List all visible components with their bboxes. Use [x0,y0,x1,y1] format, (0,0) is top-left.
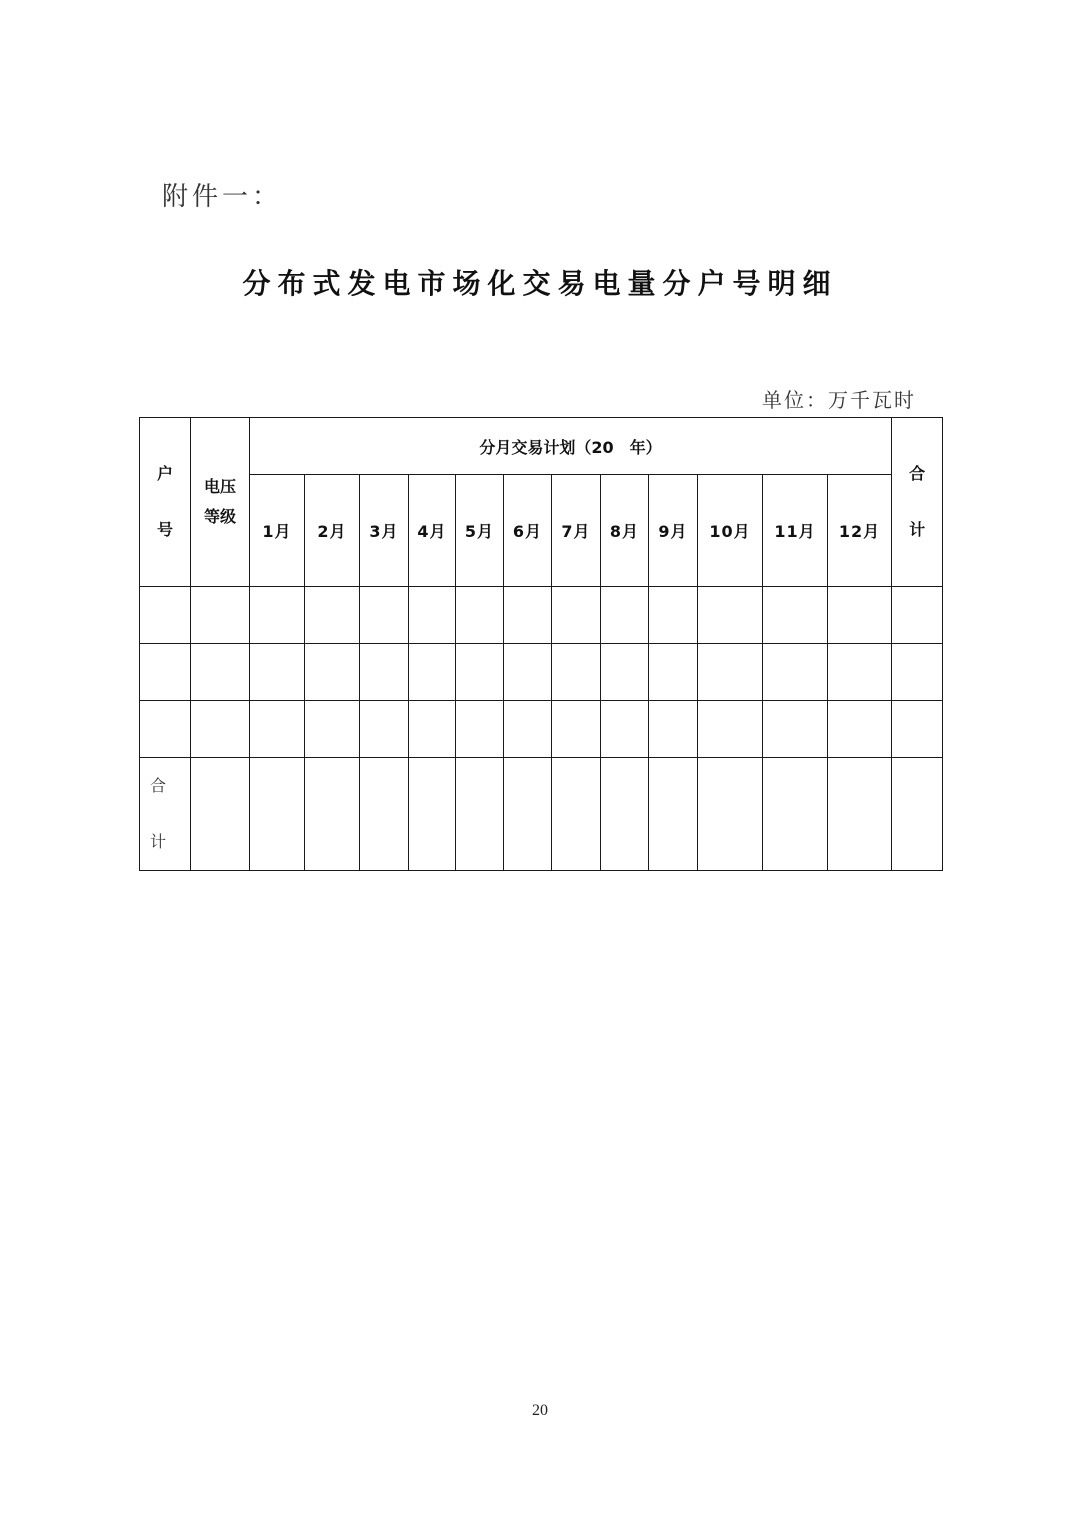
month-header-row [140,475,943,587]
table-cell[interactable] [140,644,191,701]
table-cell[interactable] [409,644,456,701]
table-cell[interactable] [191,587,250,644]
table-cell[interactable] [360,701,409,758]
table-cell[interactable] [250,587,305,644]
table-cell[interactable] [552,758,601,871]
table-row [140,587,943,644]
table-cell[interactable] [552,644,601,701]
table-cell[interactable] [698,758,763,871]
table-cell[interactable] [763,587,828,644]
document-title: 分布式发电市场化交易电量分户号明细 [242,267,838,300]
table-cell[interactable] [409,758,456,871]
table-cell[interactable] [601,758,649,871]
table-cell[interactable] [360,644,409,701]
total-row [140,758,943,871]
table-cell[interactable] [828,701,892,758]
table-cell[interactable] [649,701,698,758]
table-cell[interactable] [698,644,763,701]
table-cell[interactable] [409,701,456,758]
total-row-label [140,758,191,871]
table-body [140,587,943,758]
month-header: 5月 [456,475,504,587]
table-cell[interactable] [601,587,649,644]
table-cell[interactable] [191,644,250,701]
table-cell[interactable] [305,644,360,701]
table-cell[interactable] [649,758,698,871]
account-header-char-2: 号 [156,520,173,539]
total-header [892,418,943,587]
month-header: 3月 [360,475,409,587]
page-number: 20 [532,1402,548,1419]
account-header-char-1: 户 [156,464,173,483]
month-header: 9月 [649,475,698,587]
table-cell[interactable] [456,644,504,701]
table-cell[interactable] [305,758,360,871]
table-cell[interactable] [763,644,828,701]
table-cell[interactable] [552,701,601,758]
table-cell[interactable] [504,758,552,871]
table-cell[interactable] [409,587,456,644]
total-header-char-2: 计 [909,520,926,539]
month-header: 12月 [828,475,892,587]
header-row-1 [140,418,943,475]
trading-plan-table [139,417,943,871]
table-row [140,701,943,758]
total-header-char-1: 合 [909,464,926,483]
table-cell[interactable] [504,644,552,701]
attachment-label: 附件一： [162,182,283,212]
monthly-plan-header: 分月交易计划（20 年） [250,418,892,475]
table-cell[interactable] [828,644,892,701]
table-cell[interactable] [828,587,892,644]
month-header: 8月 [601,475,649,587]
table-cell[interactable] [698,587,763,644]
table-cell[interactable] [191,701,250,758]
month-header: 11月 [763,475,828,587]
table-cell[interactable] [828,758,892,871]
table-cell[interactable] [250,701,305,758]
table-cell[interactable] [456,587,504,644]
table-cell[interactable] [140,701,191,758]
table-cell[interactable] [892,587,943,644]
table-cell[interactable] [456,701,504,758]
table-cell[interactable] [360,587,409,644]
table-cell[interactable] [504,587,552,644]
table-cell[interactable] [360,758,409,871]
table-cell[interactable] [305,587,360,644]
table-cell[interactable] [763,758,828,871]
month-header: 7月 [552,475,601,587]
month-header: 1月 [250,475,305,587]
table-cell[interactable] [601,701,649,758]
table-cell[interactable] [649,644,698,701]
table-cell[interactable] [456,758,504,871]
table-cell[interactable] [601,644,649,701]
table-cell[interactable] [250,758,305,871]
table-cell[interactable] [892,701,943,758]
table-cell[interactable] [892,758,943,871]
account-number-header [140,418,191,587]
table-cell[interactable] [504,701,552,758]
table-cell[interactable] [305,701,360,758]
table-cell[interactable] [140,587,191,644]
total-row-char-1: 合 [150,776,167,795]
month-header: 6月 [504,475,552,587]
total-row-char-2: 计 [150,832,167,851]
table-cell[interactable] [763,701,828,758]
voltage-level-header [191,418,250,587]
month-header: 10月 [698,475,763,587]
unit-label: 单位：万千瓦时 [762,388,916,412]
month-header: 4月 [409,475,456,587]
table-cell[interactable] [698,701,763,758]
voltage-header-line-1: 电压 [203,477,236,496]
table-cell[interactable] [892,644,943,701]
table-cell[interactable] [649,587,698,644]
table-row [140,644,943,701]
month-header: 2月 [305,475,360,587]
voltage-header-line-2: 等级 [203,507,236,526]
table-cell[interactable] [552,587,601,644]
table-cell[interactable] [250,644,305,701]
table-cell[interactable] [191,758,250,871]
